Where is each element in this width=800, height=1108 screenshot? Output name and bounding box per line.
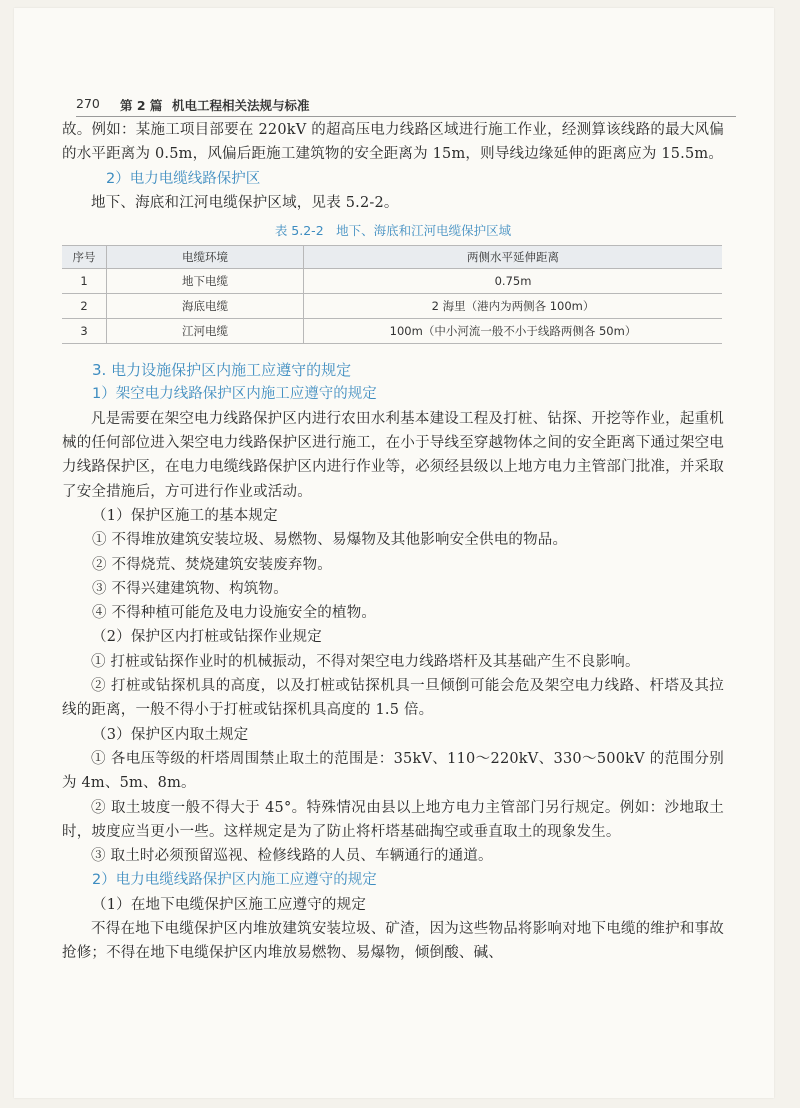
cable-zone-text: 地下、海底和江河电缆保护区域，见表 5.2-2。 (91, 194, 399, 211)
sub3-title: （3）保护区内取土规定 (92, 726, 249, 743)
section-3-1-title: 1）架空电力线路保护区内施工应遵守的规定 (92, 386, 377, 403)
sub1-title: （1）保护区施工的基本规定 (92, 507, 278, 524)
table-row (62, 269, 722, 294)
cell-environment: 海底电缆 (107, 294, 304, 319)
cell-index: 3 (62, 319, 107, 344)
page-number: 270 (76, 96, 100, 111)
page-header (76, 94, 736, 117)
section-3-2-text: 不得在地下电缆保护区内堆放建筑安装垃圾、矿渣，因为这些物品将影响对地下电缆的维护和事故抢修；不得在地下电缆保护区内堆放易燃物、易爆物，倾倒酸、碱、 (62, 921, 724, 962)
section-3-2-sub1: （1）在地下电缆保护区施工应遵守的规定 (92, 896, 367, 913)
sub1-item: ③ 不得兴建建筑物、构筑物。 (92, 580, 288, 597)
sub2-item: ② 打桩或钻探机具的高度，以及打桩或钻探机具一旦倾倒可能会危及架空电力线路、杆塔及其拉线的距离，一般不得小于打桩或钻探机具高度的 1.5 倍。 (62, 678, 724, 719)
sub3-item: ③ 取土时必须预留巡视、检修线路的人员、车辆通行的通道。 (91, 848, 493, 865)
cell-index: 2 (62, 294, 107, 319)
section-3-title: 3. 电力设施保护区内施工应遵守的规定 (92, 361, 352, 380)
table-caption: 表 5.2-2 地下、海底和江河电缆保护区域 (274, 223, 512, 239)
intro-paragraph: 故。例如：某施工项目部要在 220kV 的超高压电力线路区域进行施工作业，经测算该线路的最大风偏的水平距离为 0.5m，风偏后距施工建筑物的安全距离为 15m，则导线边缘延伸的距离应为 15.5m。 (62, 122, 724, 163)
sub1-item: ① 不得堆放建筑安装垃圾、易燃物、易爆物及其他影响安全供电的物品。 (92, 532, 568, 549)
section-3-1-text: 凡是需要在架空电力线路保护区内进行农田水利基本建设工程及打桩、钻探、开挖等作业，起重机械的任何部位进入架空电力线路保护区进行施工，在小于导线至穿越物体之间的安全距离下通过架空电力线路保护区，在电力电缆线路保护区内进行作业等，必须经县级以上地方电力主管部门批准，并采取了安全措施后，方可进行作业或活动。 (62, 410, 724, 500)
cell-environment: 地下电缆 (107, 269, 304, 294)
cable-zone-table (62, 245, 722, 344)
cell-distance: 100m（中小河流一般不小于线路两侧各 50m） (304, 319, 723, 344)
header-distance: 两侧水平延伸距离 (304, 246, 723, 269)
sub2-title: （2）保护区内打桩或钻探作业规定 (92, 629, 322, 646)
part-title: 机电工程相关法规与标准 (172, 98, 310, 113)
sub3-item: ① 各电压等级的杆塔周围禁止取土的范围是：35kV、110～220kV、330～500kV 的范围分别为 4m、5m、8m。 (62, 750, 724, 792)
cell-index: 1 (62, 269, 107, 294)
sub1-item: ② 不得烧荒、焚烧建筑安装废弃物。 (92, 556, 333, 573)
page-body (62, 118, 724, 966)
cell-environment: 江河电缆 (107, 319, 304, 344)
cell-distance: 0.75m (304, 269, 723, 294)
table-row (62, 319, 722, 344)
cell-distance: 2 海里（港内为两侧各 100m） (304, 294, 723, 319)
table-row (62, 294, 722, 319)
table-header-row (62, 246, 722, 269)
sub1-item: ④ 不得种植可能危及电力设施安全的植物。 (92, 605, 377, 622)
sub2-item: ① 打桩或钻探作业时的机械振动，不得对架空电力线路塔杆及其基础产生不良影响。 (91, 653, 640, 670)
section-3-2-title: 2）电力电缆线路保护区内施工应遵守的规定 (92, 872, 377, 889)
header-index: 序号 (62, 246, 107, 269)
sub3-item: ② 取土坡度一般不得大于 45°。特殊情况由县以上地方电力主管部门另行规定。例如：沙地取土时，坡度应当更小一些。这样规定是为了防止将杆塔基础掏空或垂直取土的现象发生。 (62, 799, 724, 840)
part-label: 第 2 篇 (120, 98, 163, 113)
heading-cable-zone: 2）电力电缆线路保护区 (106, 170, 261, 187)
header-environment: 电缆环境 (107, 246, 304, 269)
